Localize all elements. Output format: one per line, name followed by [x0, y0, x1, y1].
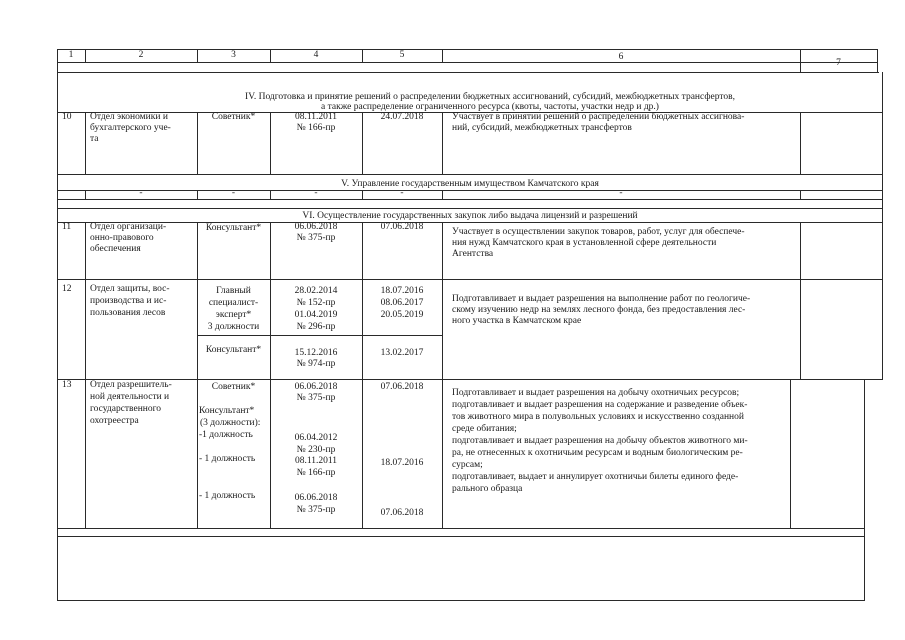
rule — [864, 380, 865, 601]
rule — [800, 112, 801, 174]
duties-line: подготавливает, выдает и аннулирует охотничьи билеты единого феде- — [452, 472, 739, 482]
order-number: № 375-пр — [296, 505, 336, 515]
rule — [877, 49, 878, 73]
duties-line: тов животного мира в полувольных условиях и искусственно созданной — [452, 412, 744, 422]
order-number: № 375-пр — [296, 393, 336, 403]
order-number: № 152-пр — [296, 298, 336, 308]
order-number: № 166-пр — [296, 123, 336, 133]
department-name: пользования лесов — [90, 308, 166, 318]
date: 20.05.2019 — [380, 310, 424, 320]
position: специалист- — [208, 298, 259, 308]
duties-line: Подготавливает и выдает разрешения на добычу охотничьих ресурсов; — [452, 388, 740, 398]
position: -1 должность — [199, 430, 253, 440]
rule — [270, 222, 271, 528]
rule — [57, 279, 883, 280]
position: Главный — [216, 286, 251, 296]
department-name: государственного — [90, 404, 162, 414]
rule — [362, 222, 363, 528]
department-name: Отдел организаци- — [90, 222, 167, 232]
rule — [800, 222, 801, 380]
rule — [442, 112, 443, 174]
order-date: 08.11.2011 — [294, 456, 338, 466]
column-number: 3 — [231, 50, 236, 60]
position: 3 должности — [207, 322, 260, 332]
duties-line: сурсам; — [452, 460, 483, 470]
rule — [197, 222, 198, 528]
column-number: 7 — [836, 58, 841, 68]
row-number: 12 — [62, 284, 72, 294]
department-name: онно-правового — [90, 233, 154, 243]
duties-line: рального образца — [452, 484, 523, 494]
rule — [57, 72, 879, 73]
date: 07.06.2018 — [380, 508, 424, 518]
dash: - — [314, 188, 318, 198]
section-heading: а также распределение ограниченного ресурса (квоты, частоты, участки недр и др.) — [321, 102, 659, 112]
rule — [57, 600, 865, 601]
department-name: Отдел защиты, вос- — [90, 284, 170, 294]
rule — [800, 190, 801, 199]
column-number: 5 — [399, 50, 405, 60]
order-number: № 230-пр — [296, 445, 336, 455]
column-number: 2 — [138, 50, 144, 60]
position: Советник* — [211, 382, 256, 392]
order-number: № 166-пр — [296, 468, 336, 478]
rule — [85, 112, 86, 174]
column-number: 6 — [618, 52, 624, 62]
date: 18.07.2016 — [380, 286, 424, 296]
duties-line: Участвует в принятии решений о распределении бюджетных ассигнова- — [452, 112, 745, 122]
position: Советник* — [211, 112, 256, 122]
order-number: № 974-пр — [296, 359, 336, 369]
dash: - — [139, 188, 143, 198]
rule — [57, 536, 865, 537]
row-number: 13 — [62, 380, 72, 390]
position: Консультант* — [205, 223, 262, 233]
duties-line: ра, не отнесенных к охотничьим ресурсам и водным биологическим ре- — [452, 448, 743, 458]
rule — [57, 49, 58, 601]
duties-line: Подготавливает и выдает разрешения на выполнение работ по геологиче- — [452, 294, 751, 304]
order-date: 08.11.2011 — [294, 112, 338, 122]
section-heading: V. Управление государственным имуществом Камчатского края — [341, 179, 599, 189]
rule — [57, 528, 865, 529]
rule — [882, 72, 883, 380]
department-name: Отдел разрешитель- — [90, 380, 172, 390]
department-name: обеспечения — [90, 244, 141, 254]
department-name: бухгалтерского уче- — [90, 123, 171, 133]
position: - 1 должность — [199, 491, 256, 501]
column-number: 4 — [313, 50, 319, 60]
rule — [57, 174, 883, 175]
rule — [442, 222, 443, 528]
dash: - — [231, 188, 236, 198]
row-number: 10 — [62, 112, 72, 122]
order-number: № 296-пр — [296, 322, 336, 332]
dash: - — [400, 188, 404, 198]
duties-line: ния нужд Камчатского края в установленной сфере деятельности — [452, 238, 717, 248]
order-date: 28.02.2014 — [294, 286, 338, 296]
duties-line: подготавливает и выдает разрешения на содержание и разведение объек- — [452, 400, 748, 410]
position: - 1 должность — [199, 454, 256, 464]
rule — [57, 208, 883, 209]
department-name: ной деятельности и — [90, 392, 170, 402]
department-name: Отдел экономики и — [90, 112, 168, 122]
order-date: 06.06.2018 — [294, 222, 338, 232]
row-number: 11 — [62, 222, 72, 232]
duties-line: ного участка в Камчатском крае — [452, 316, 582, 326]
order-number: № 375-пр — [296, 233, 336, 243]
rule — [790, 380, 791, 528]
section-heading: VI. Осуществление государственных закупок либо выдача лицензий и разрешений — [302, 211, 638, 221]
department-name: производства и ис- — [90, 296, 167, 306]
rule — [197, 335, 442, 336]
position: эксперт* — [215, 310, 252, 320]
date: 07.06.2018 — [380, 222, 424, 232]
date: 07.06.2018 — [380, 382, 424, 392]
duties-line: Агентства — [452, 249, 494, 259]
department-name: охотреестра — [90, 416, 139, 426]
position: (3 должности): — [200, 418, 261, 428]
rule — [57, 379, 883, 380]
duties-line: подготавливает и выдает разрешения на добычу объектов животного ми- — [452, 436, 748, 446]
date: 08.06.2017 — [380, 298, 424, 308]
date: 24.07.2018 — [380, 112, 424, 122]
order-date: 06.06.2018 — [294, 382, 338, 392]
date: 18.07.2016 — [380, 458, 424, 468]
duties-line: Участвует в осуществлении закупок товаров, работ, услуг для обеспече- — [452, 227, 745, 237]
date: 13.02.2017 — [380, 348, 424, 358]
order-date: 06.04.2012 — [294, 433, 338, 443]
duties-line: скому изучению недр на землях лесного фонда, без предоставления лес- — [452, 305, 746, 315]
order-date: 01.04.2019 — [294, 310, 338, 320]
section-heading: IV. Подготовка и принятие решений о распределении бюджетных ассигнований, субсидий, межбюджетных трансфертов, — [245, 92, 735, 102]
column-number: 1 — [68, 50, 74, 60]
order-date: 06.06.2018 — [294, 493, 338, 503]
position: Консультант* — [205, 345, 262, 355]
department-name: та — [90, 134, 99, 144]
rule — [85, 222, 86, 528]
duties-line: среде обитания; — [452, 424, 517, 434]
position: Консультант* — [199, 406, 255, 416]
dash: - — [619, 188, 623, 198]
order-date: 15.12.2016 — [294, 348, 338, 358]
duties-line: ний, субсидий, межбюджетных трансфертов — [452, 123, 632, 133]
